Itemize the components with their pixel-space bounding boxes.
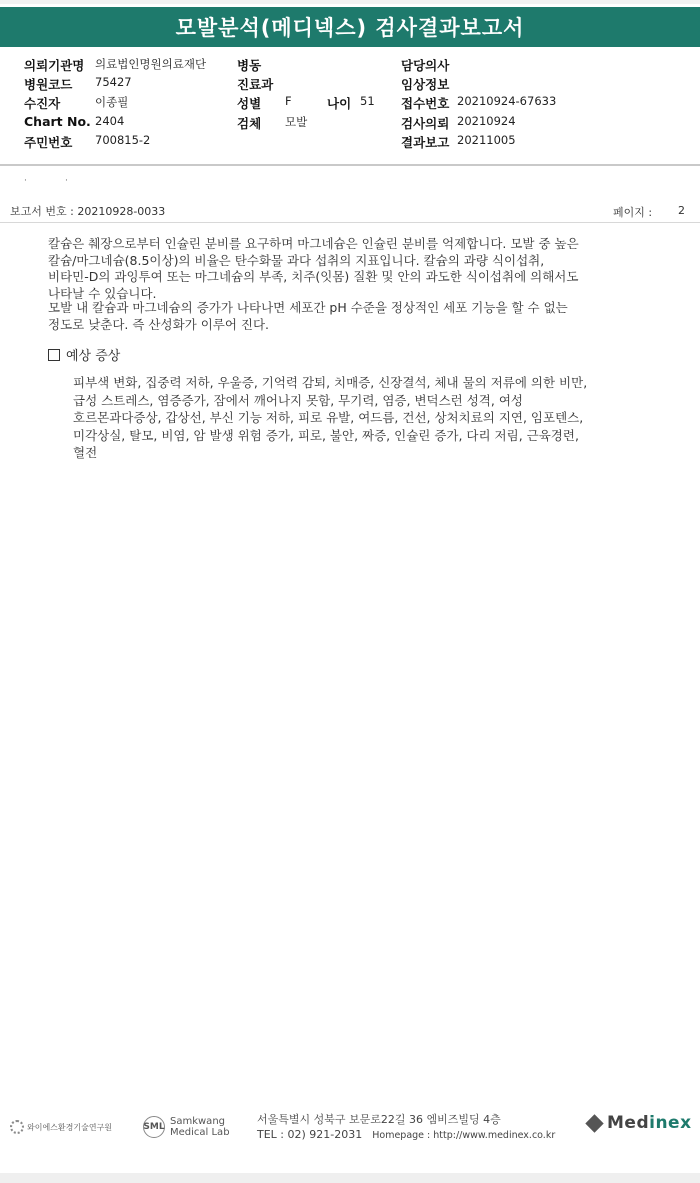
- institution-label: 의뢰기관명: [24, 58, 85, 73]
- specimen-label: 검체: [237, 116, 262, 131]
- sml-logo-mark: SML: [143, 1116, 165, 1138]
- homepage-text: Homepage : http://www.medinex.co.kr: [372, 1130, 556, 1141]
- age-label: 나이: [327, 96, 352, 111]
- text-line: 혈전: [73, 445, 98, 460]
- department-label: 진료과: [237, 77, 274, 92]
- info-row: [0, 75, 700, 93]
- text-line: 미각상실, 탈모, 비염, 암 발생 위험 증가, 피로, 불안, 짜증, 인슐린 증가, 다리 저림, 근육경련,: [73, 427, 579, 443]
- text-line: 칼슘/마그네슘(8.5이상)의 비율은 탄수화물 과다 섭취의 지표입니다. 칼슘의 과량 식이섭취,: [48, 252, 545, 268]
- footer-address-block: [257, 1112, 555, 1143]
- info-row: [0, 114, 700, 132]
- resident-id-value: 700815-2: [95, 133, 151, 147]
- medinex-logo-part2: inex: [649, 1113, 692, 1133]
- body-paragraph-1: [48, 236, 663, 302]
- address-text: 서울특별시 성북구 보문로22길 36 엠비즈빌딩 4층: [257, 1113, 501, 1126]
- report-title: 모발분석(메디넥스) 검사결과보고서: [175, 16, 525, 40]
- ys-logo: [10, 1120, 112, 1134]
- doctor-label: 담당의사: [401, 58, 450, 73]
- tel-text: TEL : 02) 921-2031: [257, 1128, 363, 1141]
- contact-line: [257, 1127, 555, 1143]
- sex-value: F: [285, 94, 292, 108]
- hospital-code-value: 75427: [95, 75, 132, 89]
- dot-mark: ·: [65, 176, 68, 186]
- clinical-info-label: 임상정보: [401, 77, 450, 92]
- text-line: 비타민-D의 과잉투여 또는 마그네슘의 부족, 치주(잇몸) 질환 및 안의 과도한 식이섭취에 의해서도: [48, 269, 579, 284]
- text-line: 모발 내 칼슘과 마그네슘의 증가가 나타나면 세포간 pH 수준을 정상적인 세포 기능을 할 수 없는: [48, 300, 568, 315]
- header-divider: [0, 164, 700, 166]
- footer: [0, 1100, 700, 1160]
- receipt-label: 접수번호: [401, 96, 450, 111]
- hospital-code-label: 병원코드: [24, 77, 73, 92]
- medinex-logo-part1: Med: [607, 1113, 650, 1133]
- chart-no-label: Chart No.: [24, 114, 91, 129]
- text-line: 급성 스트레스, 염증증가, 잠에서 깨어나지 못함, 무기력, 염증, 변덕스런 성격, 여성: [73, 392, 523, 408]
- patient-value: 이종필: [95, 95, 129, 109]
- text-line: 호르몬과다증상, 갑상선, 부신 기능 저하, 피로 유발, 여드름, 건선, 상처치료의 지연, 임포텐스,: [73, 410, 584, 425]
- medinex-logo: [588, 1113, 692, 1133]
- sex-label: 성별: [237, 96, 262, 111]
- ys-logo-text: 와이에스환경기술연구원: [27, 1122, 113, 1132]
- sml-logo-line1: Samkwang: [170, 1116, 225, 1127]
- report-number: 보고서 번호 : 20210928-0033: [10, 205, 166, 218]
- section-heading: [48, 345, 120, 364]
- info-row: [0, 94, 700, 112]
- text-line: 칼슘은 췌장으로부터 인슐린 분비를 요구하며 마그네슘은 인슐린 분비를 억제합니다. 모발 중 높은: [48, 236, 579, 251]
- page-number: 2: [678, 204, 685, 217]
- age-value: 51: [360, 94, 375, 108]
- chart-no-value: 2404: [95, 114, 125, 128]
- symptoms-list: [73, 374, 673, 462]
- ys-logo-icon: [10, 1120, 24, 1134]
- info-row: [0, 133, 700, 151]
- receipt-value: 20210924-67633: [457, 94, 557, 108]
- text-line: 정도로 낮춘다. 즉 산성화가 이루어 진다.: [48, 316, 270, 332]
- request-value: 20210924: [457, 114, 516, 128]
- page-label: 페이지 :: [613, 206, 653, 219]
- sml-logo-text: [170, 1116, 230, 1138]
- report-date-label: 결과보고: [401, 135, 450, 150]
- request-label: 검사의뢰: [401, 116, 450, 131]
- text-line: 피부색 변화, 집중력 저하, 우울증, 기억력 감퇴, 치매증, 신장결석, 체내 물의 저류에 의한 비만,: [73, 375, 588, 390]
- report-divider: [0, 222, 700, 223]
- specimen-value: 모발: [285, 115, 308, 129]
- resident-id-label: 주민번호: [24, 135, 73, 150]
- top-strip: [0, 0, 700, 4]
- medinex-logo-text: [607, 1113, 692, 1133]
- medinex-diamond-icon: [585, 1114, 603, 1132]
- info-row: [0, 56, 700, 74]
- ward-label: 병동: [237, 58, 262, 73]
- section-title: 예상 증상: [66, 349, 121, 364]
- patient-info-block: [0, 52, 700, 162]
- report-date-value: 20211005: [457, 133, 516, 147]
- checkbox-square-icon: [48, 349, 60, 361]
- report-title-bar: [0, 7, 700, 47]
- body-paragraph-2: [48, 300, 663, 333]
- institution-value: 의료법인명원의료재단: [95, 57, 207, 71]
- patient-label: 수진자: [24, 96, 61, 111]
- sml-logo-line2: Medical Lab: [170, 1127, 230, 1138]
- text-line: 나타날 수 있습니다.: [48, 285, 157, 301]
- sml-logo: [143, 1116, 230, 1138]
- bottom-strip: [0, 1173, 700, 1183]
- dot-mark: ·: [24, 176, 27, 186]
